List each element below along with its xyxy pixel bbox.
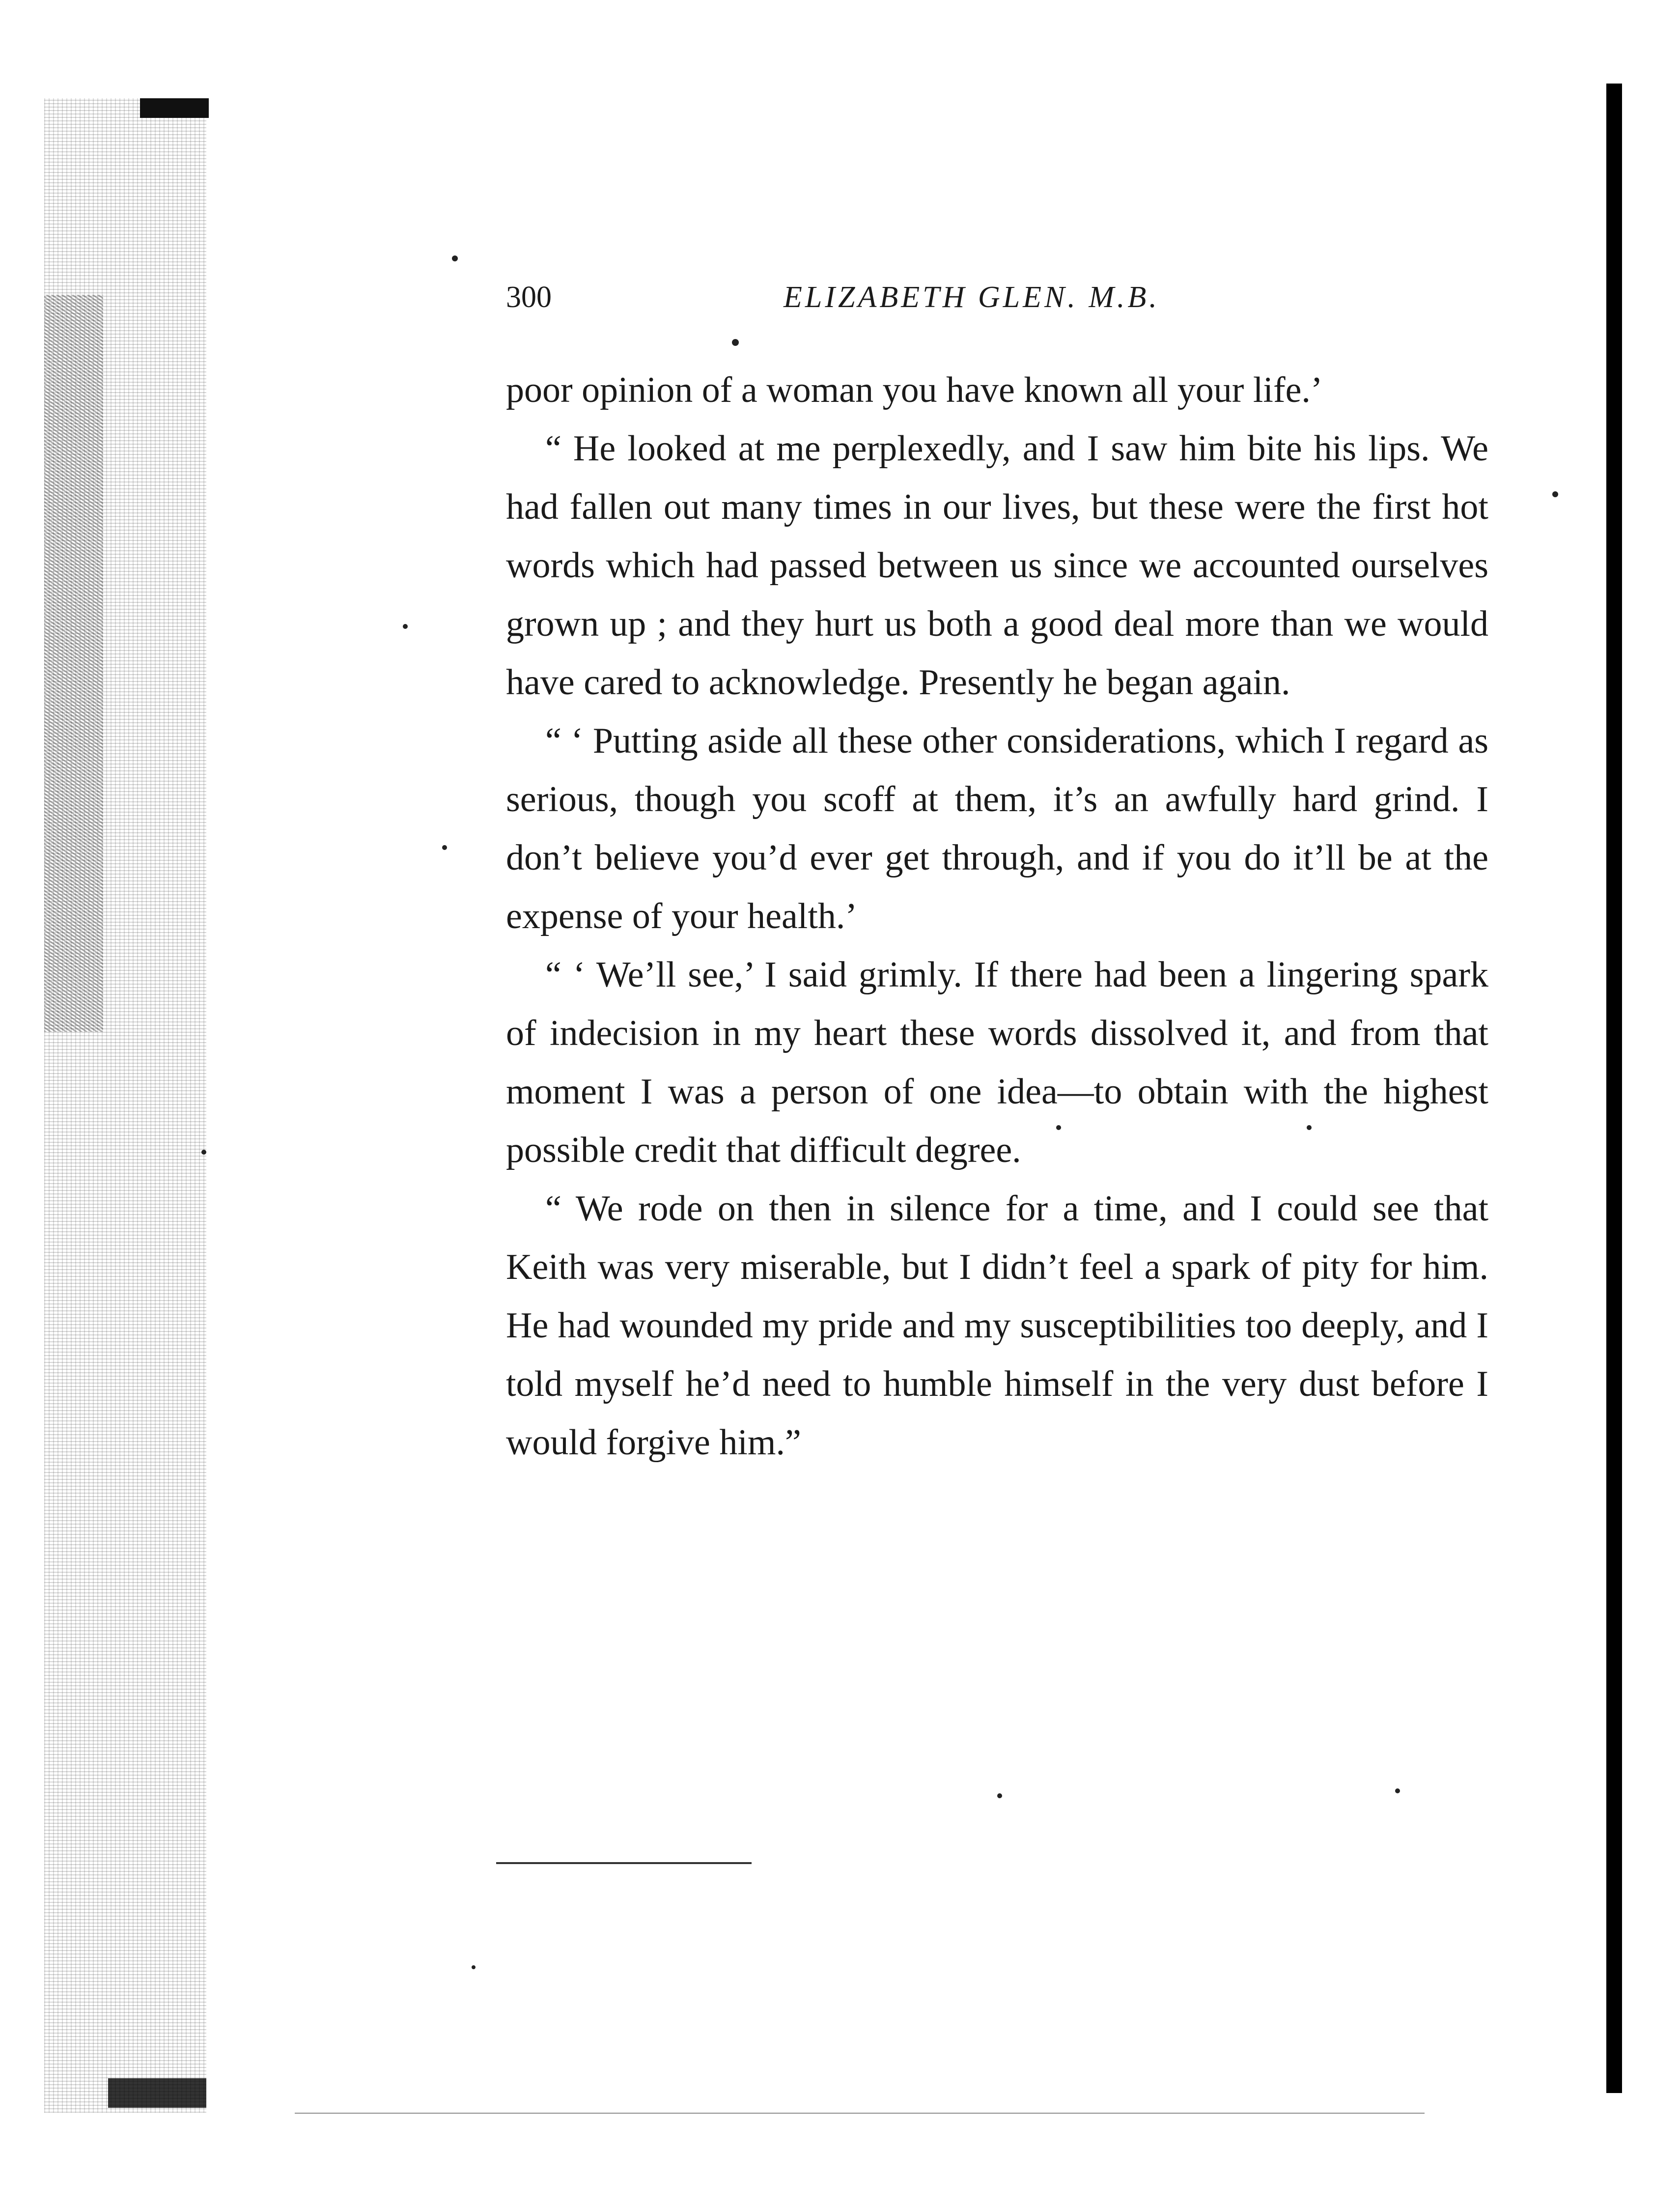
bottom-scan-line — [295, 2113, 1425, 2114]
scan-speck — [1056, 1125, 1061, 1130]
scan-speck — [472, 1965, 476, 1969]
scan-speck — [1552, 491, 1558, 497]
end-rule — [496, 1862, 752, 1864]
gutter-mark-bottom — [108, 2078, 206, 2108]
scan-speck — [403, 624, 408, 629]
paragraph-5: “ We rode on then in silence for a time, and I could see that Keith was very miserable, but I didn’t feel a spark of pity for him. He had wounded my pride and my susceptibilities too deeply, and I told myself he’d need to humble himself in the very dust before I would forgive him.” — [506, 1189, 1488, 1463]
scan-speck — [732, 339, 739, 346]
running-head — [506, 280, 1292, 324]
paragraph-3: “ ‘ Putting aside all these other considerations, which I regard as serious, though you scoff at them, it’s an awfully hard grind. I don’t believe you’d ever get through, and if you do it’ll be at the expense of your health.’ — [506, 721, 1488, 936]
body-text — [506, 361, 1488, 1472]
scan-speck — [452, 255, 458, 261]
running-title: ELIZABETH GLEN. M.B. — [784, 281, 1160, 314]
scan-speck — [1307, 1125, 1312, 1130]
gutter-mark-top — [140, 98, 209, 118]
paragraph-2: “ He looked at me perplexedly, and I saw him bite his lips. We had fallen out many times in our lives, but these were the first hot words which had passed between us since we accounted ourselves grown up ; and they hurt us both a good deal more than we would have cared to acknowledge. Presently he began again. — [506, 428, 1488, 703]
page-number: 300 — [506, 281, 552, 314]
scan-speck — [997, 1793, 1002, 1798]
scan-speck — [1395, 1788, 1400, 1793]
binding-edge-bar — [1606, 84, 1622, 2093]
scan-speck — [201, 1150, 206, 1155]
paragraph-4: “ ‘ We’ll see,’ I said grimly. If there had been a lingering spark of indecision in my heart these words dissolved it, and from that moment I was a person of one idea—to obtain with the highest possible credit that difficult degree. — [506, 955, 1488, 1170]
paragraph-1: poor opinion of a woman you have known all your life.’ — [506, 370, 1323, 410]
scan-speck — [442, 845, 447, 850]
gutter-speckle — [44, 295, 103, 1032]
